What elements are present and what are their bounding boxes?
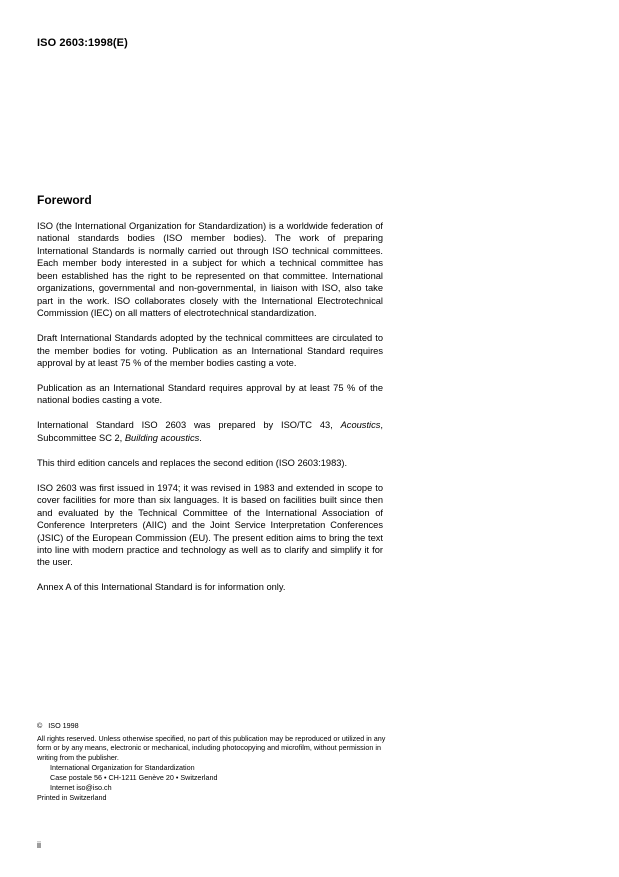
publisher-address bbox=[37, 763, 387, 792]
sc-name: Building acoustics bbox=[124, 432, 200, 443]
copyright-holder: ISO 1998 bbox=[48, 721, 79, 730]
document-id: ISO 2603:1998(E) bbox=[37, 37, 128, 49]
copyright-block bbox=[37, 721, 387, 803]
page-number: ii bbox=[37, 840, 41, 850]
address-postal: Case postale 56 • CH-1211 Genève 20 • Switzerland bbox=[50, 772, 218, 782]
prepared-by-pre: International Standard ISO 2603 was prepared by ISO/TC 43, bbox=[37, 420, 341, 431]
paragraph-edition: This third edition cancels and replaces the second edition (ISO 2603:1983). bbox=[37, 457, 348, 468]
prepared-by-post: . bbox=[199, 432, 202, 443]
rights-notice: All rights reserved. Unless otherwise specified, no part of this publication may be reproduced or utilized in any form or by any means, electronic or mechanical, including photocopying and microfilm, without permission in writing from the publisher. bbox=[37, 733, 386, 762]
address-internet: Internet iso@iso.ch bbox=[50, 782, 112, 792]
tc-name: Acoustics bbox=[340, 420, 381, 431]
paragraph-prepared-by bbox=[37, 419, 383, 444]
prepared-by-mid: , Subcommittee SC 2, bbox=[37, 420, 383, 443]
printed-in: Printed in Switzerland bbox=[37, 793, 107, 803]
paragraph-annex: Annex A of this International Standard is for information only. bbox=[37, 582, 286, 593]
foreword-heading: Foreword bbox=[37, 193, 92, 207]
foreword-body bbox=[37, 220, 383, 606]
paragraph-iso-intro: ISO (the International Organization for Standardization) is a worldwide federation of national standards bodies (ISO member bodies). The work of preparing International Standards is normally carried out through ISO technical committees. Each member body interested in a subject for which a technical committee has been established has the right to be represented on that committee. International organizations, governmental and non-governmental, in liaison with ISO, also take part in the work. ISO collaborates closely with the International Electrotechnical Commission (IEC) on all matters of electrotechnical standardization. bbox=[37, 221, 383, 319]
address-organization: International Organization for Standardization bbox=[50, 763, 195, 773]
paragraph-history: ISO 2603 was first issued in 1974; it was revised in 1983 and extended in scope to cover facilities for more than six languages. It is based on facilities built since then and evaluated by the Technical Committee of the International Association of Conference Interpreters (AIIC) and the Joint Service Interpretation Conferences (JSIC) of the European Commission (EU). The present edition aims to bring the text into line with modern practice and technology as well as to clarify and simplify it for the user. bbox=[37, 482, 383, 568]
paragraph-publication-approval: Publication as an International Standard requires approval by at least 75 % of the national bodies casting a vote. bbox=[37, 382, 383, 406]
copyright-symbol: © bbox=[37, 721, 43, 730]
paragraph-draft-standards: Draft International Standards adopted by the technical committees are circulated to the member bodies for voting. Publication as an International Standard requires approval by at least 75 % of the member bodies casting a vote. bbox=[37, 333, 383, 369]
copyright-line bbox=[37, 721, 387, 731]
